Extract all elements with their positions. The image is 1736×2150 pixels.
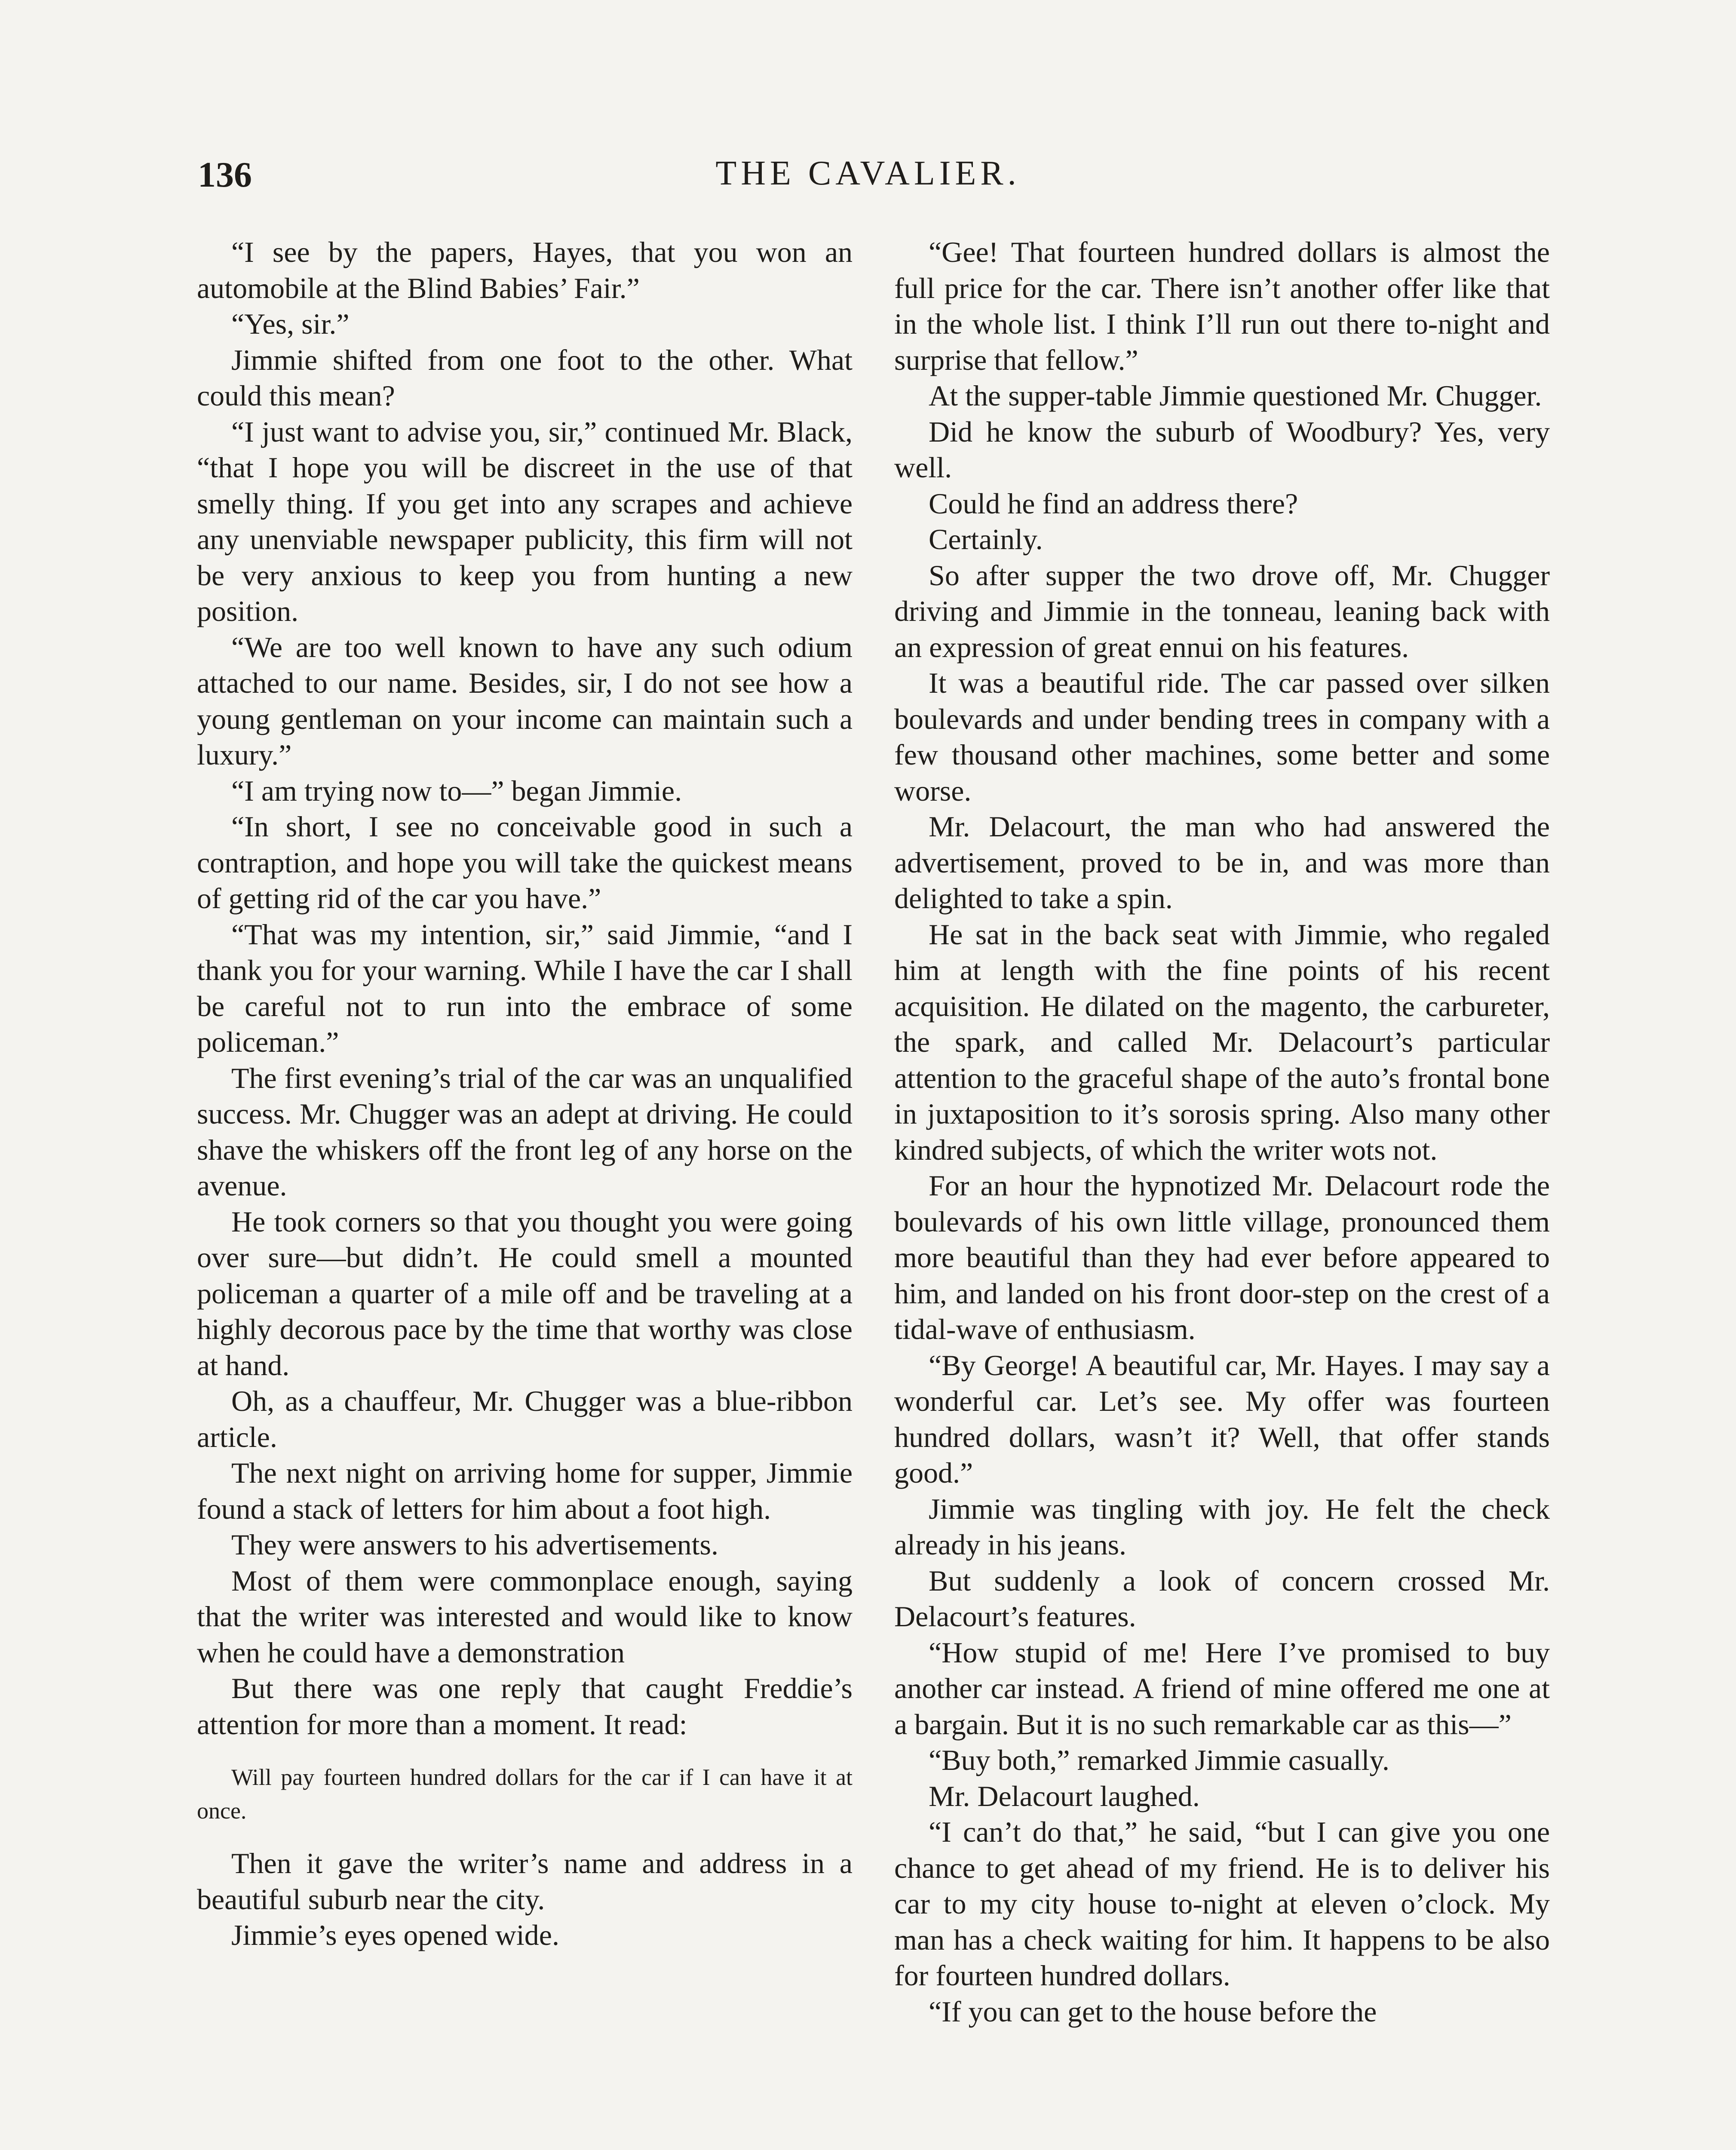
paragraph: Mr. Delacourt, the man who had answered the advertisement, proved to be in, and was more than delighted to take a spin. (894, 810, 1550, 915)
paragraph: For an hour the hypnotized Mr. Delacourt rode the boulevards of his own little village, pronounced them more beautiful than they had ever before appeared to him, and landed on his front door-step on the crest of a tidal-wave of enthusiasm. (894, 1169, 1550, 1345)
paragraph: “I am trying now to—” began Jimmie. (231, 774, 682, 807)
paragraph: “In short, I see no conceivable good in such a contraption, and hope you will take the quickest means of getting rid of the car you have.” (197, 810, 853, 915)
paragraph: He took corners so that you thought you were going over sure—but didn’t. He could smell a mounted policeman a quarter of a mile off and be traveling at a highly decorous pace by the time that worthy was close at hand. (197, 1205, 853, 1382)
paragraph: “If you can get to the house before the (929, 1995, 1377, 2028)
paragraph: “Buy both,” remarked Jimmie casually. (929, 1744, 1389, 1776)
paragraph: Then it gave the writer’s name and address in a beautiful suburb near the city. (197, 1847, 853, 1916)
paragraph: Jimmie’s eyes opened wide. (231, 1919, 559, 1951)
paragraph: Could he find an address there? (929, 487, 1298, 520)
paragraph: At the supper-table Jimmie questioned Mr. Chugger. (929, 379, 1542, 412)
paragraph: Did he know the suburb of Woodbury? Yes, very well. (894, 415, 1550, 484)
paragraph: Jimmie was tingling with joy. He felt the check already in his jeans. (894, 1492, 1550, 1561)
paragraph: “By George! A beautiful car, Mr. Hayes. I may say a wonderful car. Let’s see. My offer was fourteen hundred dollars, wasn’t it? Well, that offer stands good.” (894, 1348, 1550, 1489)
paragraph: It was a beautiful ride. The car passed over silken boulevards and under bending trees in company with a few thousand other machines, some better and some worse. (894, 666, 1550, 807)
paragraph: “How stupid of me! Here I’ve promised to buy another car instead. A friend of mine offered me one at a bargain. But it is no such remarkable car as this—” (894, 1636, 1550, 1741)
paragraph: Mr. Delacourt laughed. (929, 1779, 1200, 1812)
paragraph: They were answers to his advertisements. (231, 1528, 718, 1561)
paragraph: “That was my intention, sir,” said Jimmie, “and I thank you for your warning. While I have the car I shall be careful not to run into the embrace of some policeman.” (197, 918, 853, 1058)
quoted-letter: Will pay fourteen hundred dollars for the car if I can have it at once. (197, 1764, 853, 1824)
paragraph: The first evening’s trial of the car was an unqualified success. Mr. Chugger was an adept at driving. He could shave the whiskers off the front leg of any horse on the avenue. (197, 1061, 853, 1202)
paragraph: Certainly. (929, 523, 1043, 556)
paragraph: Oh, as a chauffeur, Mr. Chugger was a blue-ribbon article. (197, 1385, 853, 1453)
page-number: 136 (198, 155, 252, 195)
paragraph: “I can’t do that,” he said, “but I can give you one chance to get ahead of my friend. He is to deliver his car to my city house to-night at eleven o’clock. My man has a check waiting for him. It happens to be also for fourteen hundred dollars. (894, 1815, 1550, 1992)
paragraph: “Yes, sir.” (231, 307, 350, 340)
paragraph: But suddenly a look of concern crossed Mr. Delacourt’s features. (894, 1564, 1550, 1633)
paragraph: “Gee! That fourteen hundred dollars is almost the full price for the car. There isn’t another offer like that in the whole list. I think I’ll run out there to-night and surprise that fellow.” (894, 236, 1550, 376)
left-column (197, 234, 853, 1953)
paragraph: Most of them were commonplace enough, saying that the writer was interested and would like to know when he could have a demonstration (197, 1564, 853, 1669)
paragraph: “We are too well known to have any such odium attached to our name. Besides, sir, I do not see how a young gentleman on your income can maintain such a luxury.” (197, 630, 853, 771)
paragraph: “I just want to advise you, sir,” continued Mr. Black, “that I hope you will be discreet in the use of that smelly thing. If you get into any scrapes and achieve any unenviable newspaper publicity, this firm will not be very anxious to keep you from hunting a new position. (197, 415, 853, 627)
running-title: THE CAVALIER. (715, 154, 1021, 192)
paragraph: So after supper the two drove off, Mr. Chugger driving and Jimmie in the tonneau, leaning back with an expression of great ennui on his features. (894, 559, 1550, 663)
paragraph: But there was one reply that caught Freddie’s attention for more than a moment. It read: (197, 1672, 853, 1741)
paragraph: He sat in the back seat with Jimmie, who regaled him at length with the fine points of his recent acquisition. He dilated on the magento, the carbureter, the spark, and called Mr. Delacourt’s particular attention to the graceful shape of the auto’s frontal bone in juxtaposition to it’s sorosis spring. Also many other kindred subjects, of which the writer wots not. (894, 918, 1550, 1166)
paragraph: Jimmie shifted from one foot to the other. What could this mean? (197, 343, 853, 412)
right-column (894, 234, 1550, 2030)
paragraph: The next night on arriving home for supper, Jimmie found a stack of letters for him about a foot high. (197, 1456, 853, 1525)
paragraph: “I see by the papers, Hayes, that you won an automobile at the Blind Babies’ Fair.” (197, 236, 853, 304)
